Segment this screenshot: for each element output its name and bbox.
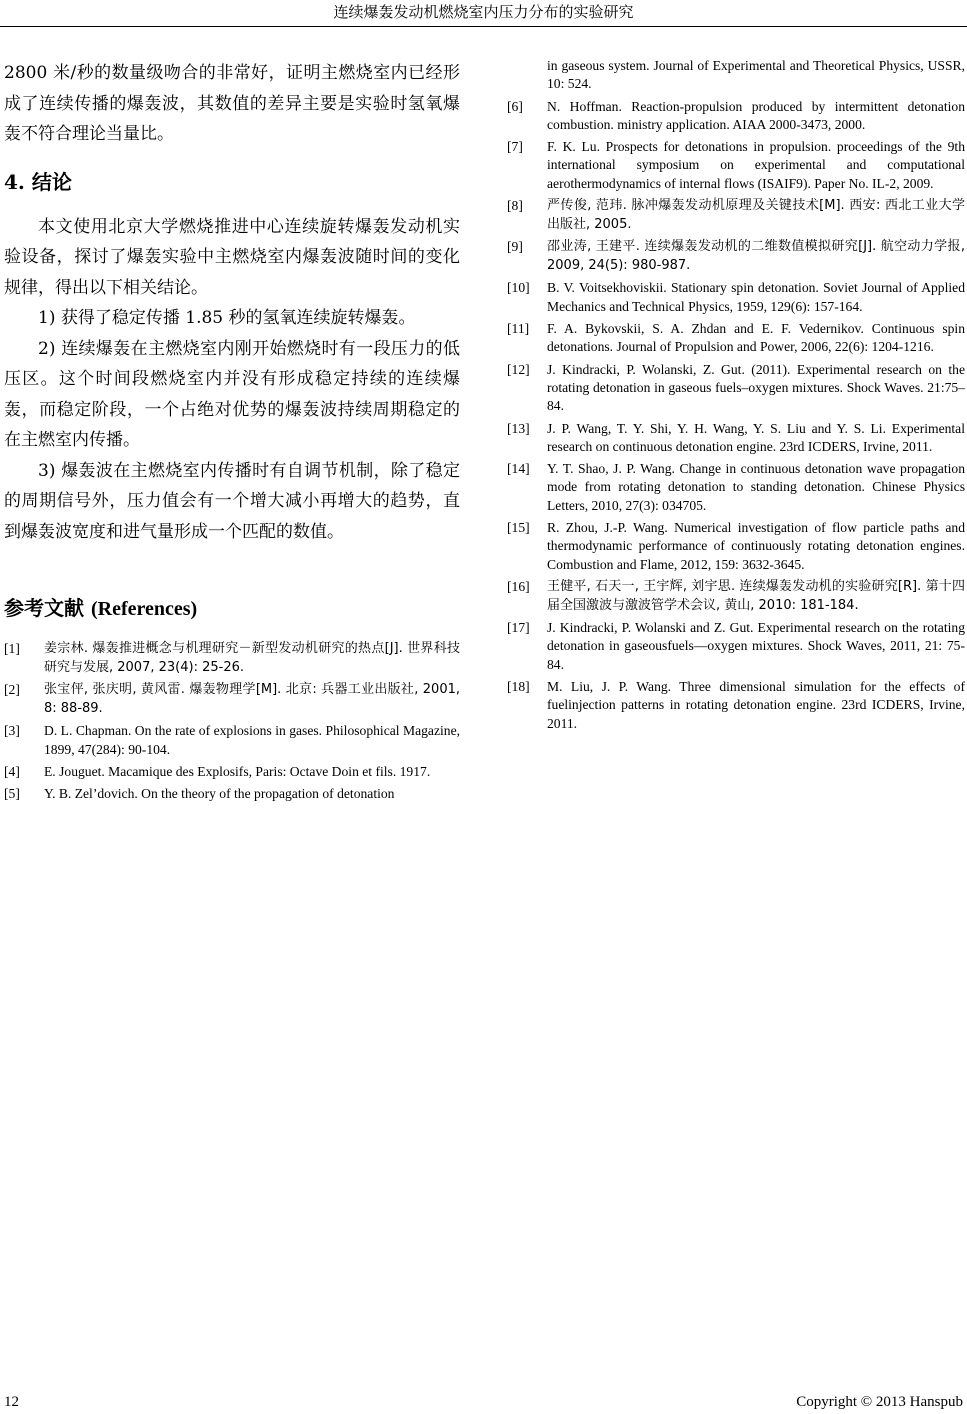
reference-number: [17] — [507, 620, 530, 636]
references-heading-cn: 参考文献 — [4, 596, 84, 620]
reference-item — [507, 619, 965, 674]
reference-item — [507, 361, 965, 416]
reference-text: B. V. Voitsekhoviskii. Stationary spin detonation. Soviet Journal of Applied Mechanics and Technical Physics, 1959, 129(6): 157-164. — [547, 280, 965, 314]
reference-item — [507, 238, 965, 275]
reference-text: F. K. Lu. Prospects for detonations in propulsion. proceedings of the 9th international symposium on experimental and computational aerothermodynamics of internal flows (ISAIF9). Paper No. IL-2, 2009. — [547, 139, 965, 191]
reference-number: [13] — [507, 420, 530, 436]
reference-item — [507, 678, 965, 733]
reference-continuation — [507, 57, 965, 94]
reference-number: [2] — [4, 682, 20, 698]
reference-number: [6] — [507, 98, 523, 114]
references-heading-en: (References) — [90, 598, 198, 620]
reference-text: J. P. Wang, T. Y. Shi, Y. H. Wang, Y. S. Liu and Y. S. Li. Experimental research on continuous detonation engine. 23rd ICDERS, Irvine, 2011. — [547, 420, 965, 454]
reference-number: [1] — [4, 641, 20, 656]
reference-number: [3] — [4, 723, 20, 739]
reference-item — [507, 138, 965, 193]
reference-text: J. Kindracki, P. Wolanski and Z. Gut. Experimental research on the rotating detonation in gaseousfuels—oxygen mixtures. Shock Waves, 2011, 21: 75-84. — [547, 620, 965, 672]
conclusion-intro: 本文使用北京大学燃烧推进中心连续旋转爆轰发动机实验设备，探讨了爆轰实验中主燃烧室内爆轰波随时间的变化规律，得出以下相关结论。 — [4, 216, 460, 298]
reference-text: R. Zhou, J.-P. Wang. Numerical investigation of flow particle paths and thermodynamic performance of continuously rotating detonation engines. Combustion and Flame, 2012, 159: 3632-3645. — [547, 520, 965, 572]
reference-number: [7] — [507, 139, 523, 155]
running-header — [0, 0, 967, 27]
reference-text: E. Jouguet. Macamique des Explosifs, Paris: Octave Doin et fils. 1917. — [44, 763, 431, 779]
reference-text: 邵业涛, 王建平. 连续爆轰发动机的二维数值模拟研究[J]. 航空动力学报, 2009, 24(5): 980-987. — [547, 239, 965, 273]
reference-number: [4] — [4, 763, 20, 779]
reference-text: J. Kindracki, P. Wolanski, Z. Gut. (2011). Experimental research on the rotating detonation in gaseous fuels–oxygen mixtures. Shock Waves. 21:75–84. — [547, 361, 965, 414]
reference-item — [4, 640, 460, 677]
section-title: 4. 结论 — [4, 169, 72, 194]
reference-number: [12] — [507, 361, 530, 377]
reference-text: M. Liu, J. P. Wang. Three dimensional simulation for the effects of fuelinjection patterns in rotating detonation engine. 23rd ICDERS, Irvine, 2011. — [547, 678, 965, 731]
conclusion-point-3: 3) 爆轰波在主燃烧室内传播时有自调节机制，除了稳定的周期信号外，压力值会有一个增大减小再增大的趋势，直到爆轰波宽度和进气量形成一个匹配的数值。 — [4, 460, 460, 542]
reference-text: N. Hoffman. Reaction-propulsion produced by intermittent detonation combustion. ministry application. AIAA 2000-3473, 2000. — [547, 98, 965, 132]
reference-item — [507, 197, 965, 234]
copyright-notice: Copyright © 2013 Hanspub — [796, 1394, 963, 1410]
reference-text: F. A. Bykovskii, S. A. Zhdan and E. F. Vedernikov. Continuous spin detonations. Journal of Propulsion and Power, 2006, 22(6): 1204-1216. — [547, 321, 965, 355]
references-heading — [4, 595, 460, 622]
reference-item — [507, 279, 965, 316]
reference-item — [4, 785, 460, 803]
conclusion-point-2: 2) 连续爆轰在主燃烧室内刚开始燃烧时有一段压力的低压区。这个时间段燃烧室内并没有形成稳定持续的连续爆轰，而稳定阶段，一个占绝对优势的爆轰波持续周期稳定的在主燃室内传播。 — [4, 338, 460, 450]
reference-text: Y. T. Shao, J. P. Wang. Change in continuous detonation wave propagation mode from rotating detonation to standing detonation. Chinese Physics Letters, 2010, 27(3): 034705. — [547, 461, 965, 513]
reference-number: [16] — [507, 578, 530, 594]
reference-item — [507, 578, 965, 615]
reference-text: 张宝伻, 张庆明, 黄风雷. 爆轰物理学[M]. 北京: 兵器工业出版社, 2001, 8: 88-89. — [44, 682, 460, 716]
reference-text: Y. B. Zel’dovich. On the theory of the propagation of detonation — [44, 786, 395, 802]
reference-number: [18] — [507, 678, 530, 694]
reference-number: [14] — [507, 461, 530, 477]
reference-text: D. L. Chapman. On the rate of explosions in gases. Philosophical Magazine, 1899, 47(284): 90-104. — [44, 723, 460, 757]
reference-number: [9] — [507, 239, 523, 255]
intro-paragraph: 2800 米/秒的数量级吻合的非常好，证明主燃烧室内已经形成了连续传播的爆轰波，其数值的差异主要是实验时氢氧爆轰不符合理论当量比。 — [4, 63, 460, 144]
reference-text: 姜宗林. 爆轰推进概念与机理研究－新型发动机研究的热点[J]. 世界科技研究与发展, 2007, 23(4): 25-26. — [44, 641, 460, 675]
reference-number: [5] — [4, 786, 20, 802]
reference-number: [8] — [507, 198, 523, 214]
reference-item — [507, 519, 965, 574]
reference-item — [507, 98, 965, 135]
conclusion-point-1: 1) 获得了稳定传播 1.85 秒的氢氧连续旋转爆轰。 — [38, 308, 416, 328]
reference-item — [4, 681, 460, 718]
reference-item — [4, 722, 460, 759]
left-column — [4, 58, 460, 808]
reference-item — [507, 420, 965, 457]
reference-number: [15] — [507, 520, 530, 536]
page-number: 12 — [4, 1394, 19, 1410]
header-title: 连续爆轰发动机燃烧室内压力分布的实验研究 — [333, 3, 634, 21]
reference-text: 严传俊, 范玮. 脉冲爆轰发动机原理及关键技术[M]. 西安: 西北工业大学出版社, 2005. — [547, 198, 965, 232]
reference-item — [507, 320, 965, 357]
right-column — [507, 57, 965, 737]
reference-number: [10] — [507, 280, 530, 296]
reference-text: 王健平, 石天一, 王宇辉, 刘宇思. 连续爆轰发动机的实验研究[R]. 第十四届全国激波与激波管学术会议, 黄山, 2010: 181-184. — [547, 578, 965, 613]
reference-item — [507, 460, 965, 515]
reference-number: [11] — [507, 321, 530, 337]
reference-item — [4, 763, 460, 781]
reference-text: in gaseous system. Journal of Experimental and Theoretical Physics, USSR, 10: 524. — [547, 58, 965, 92]
